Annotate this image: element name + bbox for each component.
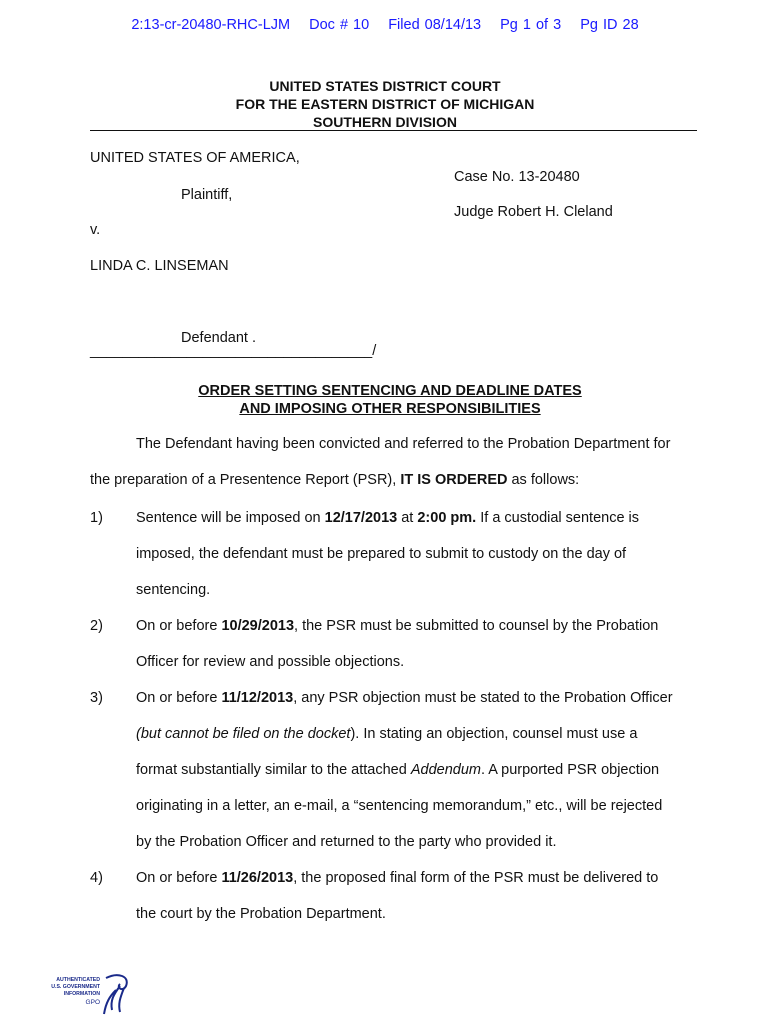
court-district: FOR THE EASTERN DISTRICT OF MICHIGAN [235,96,535,112]
psr-submit-date: 10/29/2013 [221,618,295,634]
heading-rule [90,130,697,131]
item1-text-at: at [397,510,418,526]
intro-line1: The Defendant having been convicted and referred to the Probation Department for [136,436,671,452]
intro-ordered: IT IS ORDERED [400,472,508,488]
logo-gpo: GPO [85,999,100,1006]
objection-date: 11/12/2013 [221,690,294,706]
item4-text-end: , the proposed final form of the PSR must be delivered to [293,870,659,886]
filing-stamp [0,17,770,33]
versus: v. [90,222,101,238]
item3-text-end: , any PSR objection must be stated to the Probation Officer [293,690,673,706]
item3-line3 [136,762,659,778]
item2-line1 [136,618,658,634]
item1-line1 [136,510,639,526]
plaintiff-name: UNITED STATES OF AMERICA, [90,150,300,166]
eagle-icon [104,975,127,1014]
court-division: SOUTHERN DIVISION [313,114,457,130]
intro-line2 [90,472,579,488]
docket-note: (but cannot be filed on the docket [136,726,351,742]
item1-line3: sentencing. [136,582,211,598]
item3-line3-text: format substantially similar to the attached [136,762,411,778]
intro-text-end: as follows: [507,472,580,488]
addendum-reference: Addendum [410,762,481,778]
item4-line1 [136,870,658,886]
item3-line3-end: . A purported PSR objection [480,762,660,778]
item3-text: On or before [136,690,222,706]
order-title-line1: ORDER SETTING SENTENCING AND DEADLINE DATES [198,383,582,399]
item4-text: On or before [136,870,222,886]
item2-text-end: , the PSR must be submitted to counsel by the Probation [294,618,659,634]
logo-line1: AUTHENTICATED [56,977,100,983]
item-number: 2) [90,618,103,634]
item3-line2 [136,726,637,742]
final-psr-date: 11/26/2013 [221,870,294,886]
sentencing-date: 12/17/2013 [324,510,398,526]
item-number: 4) [90,870,103,886]
item3-line4: originating in a letter, an e-mail, a “sentencing memorandum,” etc., will be rejected [136,798,663,814]
stamp-case-number: 2:13-cr-20480-RHC-LJM [131,17,291,33]
defendant-role: Defendant . [181,330,256,346]
item2-line2: Officer for review and possible objections. [136,654,405,670]
item-number: 3) [90,690,103,706]
item2-text: On or before [136,618,222,634]
stamp-doc-number: Doc # 10 [309,17,370,33]
item1-text: Sentence will be imposed on [136,510,325,526]
court-name: UNITED STATES DISTRICT COURT [269,78,501,94]
gpo-authenticated-logo [40,972,135,1018]
item3-line2-text: ). In stating an objection, counsel must use a [350,726,638,742]
logo-line2: U.S. GOVERNMENT [51,984,100,990]
defendant-name: LINDA C. LINSEMAN [90,258,229,274]
judge-name: Judge Robert H. Cleland [454,204,613,220]
caption-signature-line: ___________________________________/ [90,343,377,359]
item3-line5: by the Probation Officer and returned to the party who provided it. [136,834,557,850]
stamp-page-id: Pg ID 28 [580,17,639,33]
sentencing-time: 2:00 pm. [417,510,477,526]
logo-line3: INFORMATION [63,991,100,997]
item4-line2: the court by the Probation Department. [136,906,386,922]
case-number: Case No. 13-20480 [454,169,580,185]
item1-line2: imposed, the defendant must be prepared to submit to custody on the day of [136,546,627,562]
item1-text-end: If a custodial sentence is [476,510,640,526]
stamp-page-count: Pg 1 of 3 [500,17,562,33]
item-number: 1) [90,510,103,526]
order-title-line2: AND IMPOSING OTHER RESPONSIBILITIES [239,401,541,417]
plaintiff-role: Plaintiff, [181,187,233,203]
item3-line1 [136,690,673,706]
stamp-filed-date: Filed 08/14/13 [388,17,482,33]
intro-text: the preparation of a Presentence Report (PSR), [90,472,401,488]
